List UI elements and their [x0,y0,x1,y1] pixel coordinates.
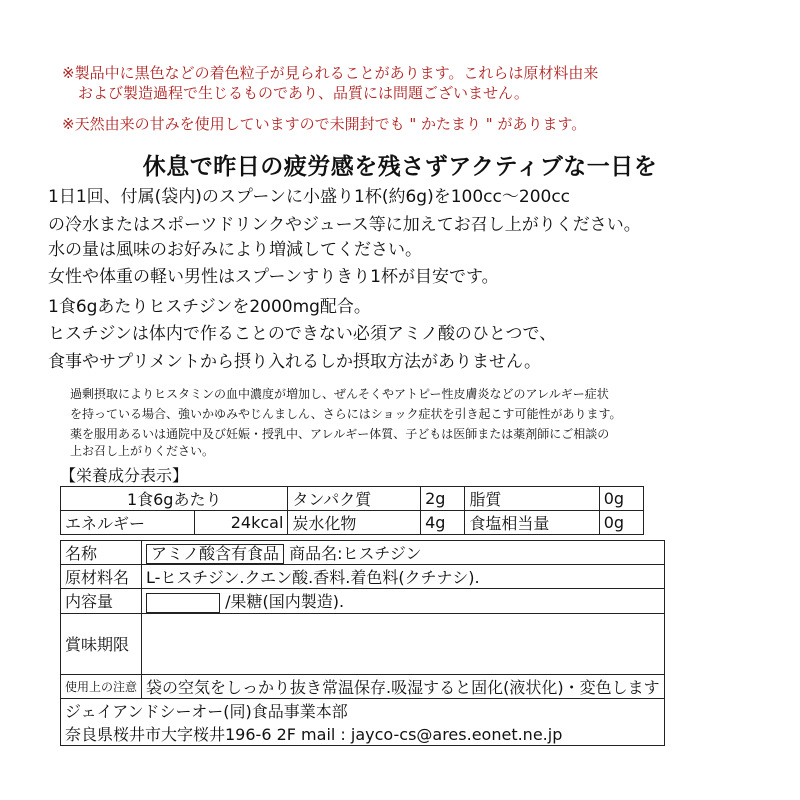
energy-value: 24kcal [195,511,288,535]
instruction-line: 女性や体重の軽い男性はスプーンすりきり1杯が目安です。 [48,267,499,287]
carb-label: 炭水化物 [288,511,421,535]
caution-line: を持っている場合、強いかゆみやじんましん、さらにはショック症状を引き起こす可能性があります。 [70,407,622,421]
instruction-line: の冷水またはスポーツドリンクやジュース等に加えてお召し上がりください。 [48,215,641,235]
instruction-line: 1食6gあたりヒスチジンを2000mg配合。 [48,297,371,317]
salt-label: 食塩相当量 [465,511,599,535]
ingredients-value: L-ヒスチジン.クエン酸.香料.着色料(クチナシ). [142,565,665,589]
notice-line-2: ※天然由来の甘みを使用していますので未開封でも " かたまり " があります。 [62,115,587,133]
fat-label: 脂質 [465,487,599,511]
nutrition-table [60,486,644,535]
caution-line: 薬を服用あるいは通院中及び妊娠・授乳中、アレルギー体質、子どもは医師または薬剤師にご相談の [70,427,610,441]
protein-value: 2g [421,487,465,511]
per-serving: 1食6gあたり [61,487,288,511]
usage-value: 袋の空気をしっかり抜き常温保存.吸湿すると固化(液状化)・変色します [142,674,665,698]
nutrition-title: 【栄養成分表示】 [60,466,189,485]
content-label: 内容量 [61,589,142,614]
ingredients-label: 原材料名 [61,565,142,589]
instruction-line: ヒスチジンは体内で作ることのできない必須アミノ酸のひとつで、 [48,324,557,344]
notice-line-1a: ※製品中に黒色などの着色粒子が見られることがあります。これらは原材料由来 [62,64,599,82]
instruction-line: 水の量は風味のお好みにより増減してください。 [48,240,422,260]
product-label-table [60,540,665,746]
protein-label: タンパク質 [288,487,421,511]
carb-value: 4g [421,511,465,535]
usage-label: 使用上の注意 [61,674,142,698]
caution-line: 上お召し上がりください。 [70,444,215,458]
product-name: 商品名:ヒスチジン [289,544,422,563]
energy-label: エネルギー [61,511,195,535]
address: 奈良県桜井市大字桜井196-6 2F mail : jayco-cs@ares.eonet.ne.jp [61,722,665,746]
expiry-label: 賞味期限 [61,613,142,674]
expiry-value [142,613,665,674]
caution-line: 過剰摂取によりヒスタミンの血中濃度が増加し、ぜんそくやアトピー性皮膚炎などのアレルギー症状 [70,387,609,401]
salt-value: 0g [599,511,643,535]
fat-value: 0g [599,487,643,511]
instruction-line: 1日1回、付属(袋内)のスプーンに小盛り1杯(約6g)を100cc～200cc [48,187,571,207]
name-value: アミノ酸含有食品 [146,544,284,564]
notice-line-1b: および製造過程で生じるものであり、品質には問題ございません。 [78,84,529,102]
instruction-line: 食事やサプリメントから摂り入れるしか摂取方法がありません。 [48,352,541,372]
headline: 休息で昨日の疲労感を残さずアクティブな一日を [142,154,658,180]
content-blank [146,593,220,613]
name-label: 名称 [61,541,142,565]
ingredients-value-2: /果糖(国内製造). [225,592,345,611]
company: ジェイアンドシーオー(同)食品事業本部 [61,698,665,722]
